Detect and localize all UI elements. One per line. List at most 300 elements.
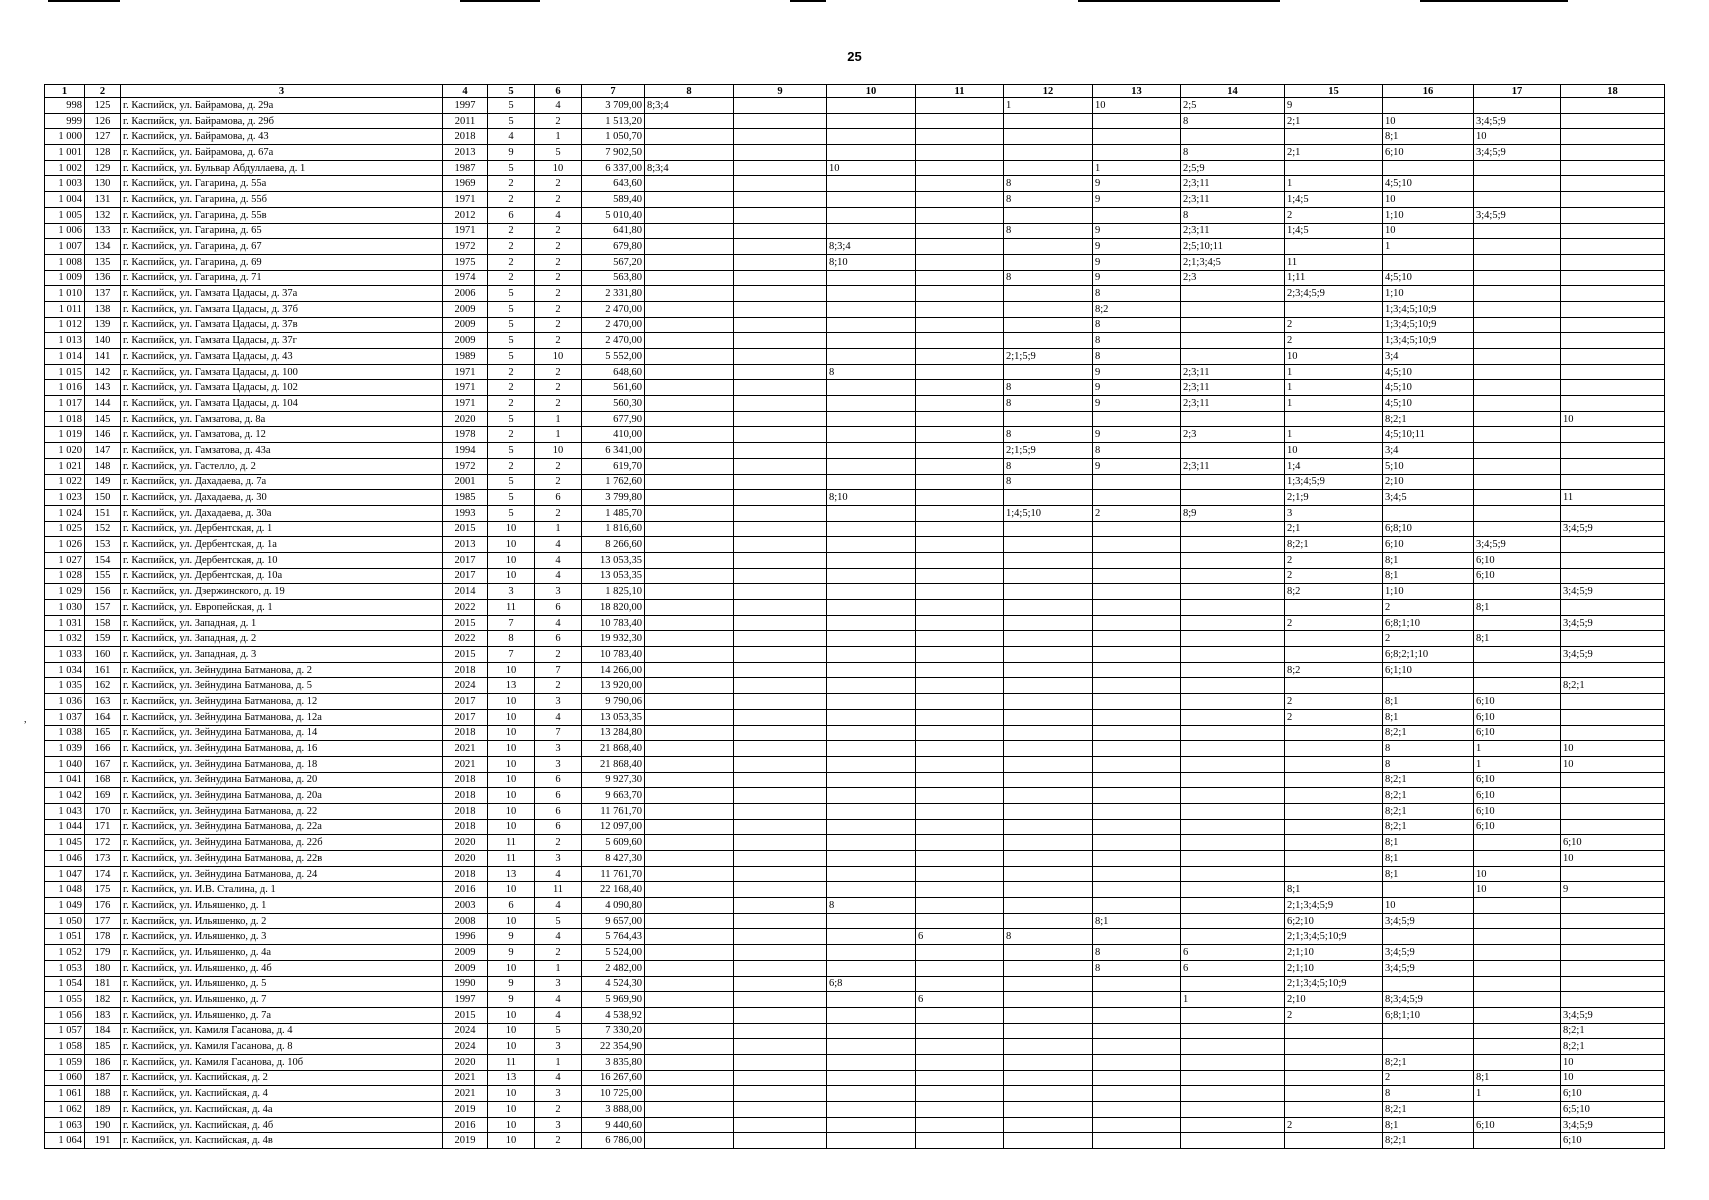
table-row bbox=[45, 427, 1665, 443]
table-cell-col9 bbox=[734, 129, 827, 145]
table-cell-col12: 8 bbox=[1004, 458, 1093, 474]
table-cell-col2: 125 bbox=[85, 98, 121, 114]
table-cell-col4: 1997 bbox=[443, 98, 488, 114]
table-cell-col9 bbox=[734, 270, 827, 286]
table-cell-col15 bbox=[1285, 1086, 1383, 1102]
table-cell-col5: 2 bbox=[488, 254, 535, 270]
table-cell-col3: г. Каспийск, ул. Каспийская, д. 4а bbox=[121, 1102, 443, 1118]
table-cell-col18: 3;4;5;9 bbox=[1561, 521, 1665, 537]
table-cell-col4: 2011 bbox=[443, 113, 488, 129]
table-cell-col13: 8 bbox=[1093, 960, 1181, 976]
table-cell-col1: 998 bbox=[45, 98, 85, 114]
table-cell-col3: г. Каспийск, ул. Дербентская, д. 1 bbox=[121, 521, 443, 537]
table-cell-col5: 6 bbox=[488, 898, 535, 914]
table-cell-col3: г. Каспийск, ул. Гамзата Цадасы, д. 37г bbox=[121, 333, 443, 349]
table-cell-col5: 10 bbox=[488, 913, 535, 929]
table-cell-col11 bbox=[916, 364, 1004, 380]
table-cell-col3: г. Каспийск, ул. Зейнудина Батманова, д. 20а bbox=[121, 788, 443, 804]
table-cell-col7: 9 927,30 bbox=[582, 772, 645, 788]
table-cell-col8 bbox=[645, 945, 734, 961]
table-cell-col15: 2;10 bbox=[1285, 992, 1383, 1008]
table-row bbox=[45, 1086, 1665, 1102]
table-cell-col17 bbox=[1474, 615, 1561, 631]
table-cell-col3: г. Каспийск, ул. Гамзатова, д. 8а bbox=[121, 411, 443, 427]
table-cell-col8 bbox=[645, 176, 734, 192]
table-cell-col10 bbox=[827, 992, 916, 1008]
table-cell-col15: 2;1 bbox=[1285, 145, 1383, 161]
table-cell-col8 bbox=[645, 1039, 734, 1055]
table-cell-col13: 9 bbox=[1093, 270, 1181, 286]
table-cell-col8 bbox=[645, 113, 734, 129]
table-cell-col17: 3;4;5;9 bbox=[1474, 113, 1561, 129]
table-cell-col9 bbox=[734, 600, 827, 616]
table-cell-col6: 1 bbox=[535, 521, 582, 537]
table-cell-col17: 8;1 bbox=[1474, 631, 1561, 647]
table-cell-col9 bbox=[734, 803, 827, 819]
table-cell-col1: 1 003 bbox=[45, 176, 85, 192]
table-cell-col8 bbox=[645, 694, 734, 710]
table-cell-col7: 679,80 bbox=[582, 239, 645, 255]
table-cell-col3: г. Каспийск, ул. Зейнудина Батманова, д. 22 bbox=[121, 803, 443, 819]
table-cell-col6: 3 bbox=[535, 1039, 582, 1055]
table-cell-col4: 1971 bbox=[443, 223, 488, 239]
table-cell-col13 bbox=[1093, 976, 1181, 992]
table-cell-col16: 2;10 bbox=[1383, 474, 1474, 490]
table-cell-col14: 1 bbox=[1181, 992, 1285, 1008]
table-cell-col15: 2 bbox=[1285, 568, 1383, 584]
table-cell-col7: 18 820,00 bbox=[582, 600, 645, 616]
table-cell-col1: 1 061 bbox=[45, 1086, 85, 1102]
table-cell-col11 bbox=[916, 976, 1004, 992]
table-cell-col11 bbox=[916, 631, 1004, 647]
table-cell-col18 bbox=[1561, 600, 1665, 616]
table-cell-col14: 2;3;11 bbox=[1181, 192, 1285, 208]
table-row bbox=[45, 568, 1665, 584]
table-cell-col11: 6 bbox=[916, 929, 1004, 945]
table-cell-col4: 2014 bbox=[443, 584, 488, 600]
table-cell-col14: 2;3 bbox=[1181, 427, 1285, 443]
table-cell-col17: 10 bbox=[1474, 866, 1561, 882]
table-cell-col12: 8 bbox=[1004, 427, 1093, 443]
table-cell-col8 bbox=[645, 882, 734, 898]
column-header-15: 15 bbox=[1285, 85, 1383, 98]
table-cell-col2: 164 bbox=[85, 709, 121, 725]
table-cell-col18: 6;10 bbox=[1561, 835, 1665, 851]
table-row bbox=[45, 333, 1665, 349]
table-cell-col5: 13 bbox=[488, 866, 535, 882]
table-cell-col18: 8;2;1 bbox=[1561, 1023, 1665, 1039]
table-cell-col2: 184 bbox=[85, 1023, 121, 1039]
table-cell-col2: 151 bbox=[85, 505, 121, 521]
table-cell-col4: 2021 bbox=[443, 1086, 488, 1102]
table-cell-col9 bbox=[734, 725, 827, 741]
table-cell-col17: 1 bbox=[1474, 741, 1561, 757]
table-cell-col8 bbox=[645, 537, 734, 553]
table-cell-col14 bbox=[1181, 1007, 1285, 1023]
top-scan-line bbox=[1078, 0, 1280, 2]
table-cell-col5: 11 bbox=[488, 1054, 535, 1070]
table-cell-col14 bbox=[1181, 756, 1285, 772]
table-cell-col17 bbox=[1474, 192, 1561, 208]
table-cell-col11 bbox=[916, 803, 1004, 819]
table-cell-col13 bbox=[1093, 898, 1181, 914]
table-cell-col15 bbox=[1285, 725, 1383, 741]
table-cell-col11 bbox=[916, 490, 1004, 506]
table-cell-col7: 19 932,30 bbox=[582, 631, 645, 647]
table-cell-col6: 4 bbox=[535, 615, 582, 631]
table-cell-col17 bbox=[1474, 333, 1561, 349]
table-cell-col13 bbox=[1093, 631, 1181, 647]
table-cell-col8 bbox=[645, 505, 734, 521]
table-cell-col12 bbox=[1004, 741, 1093, 757]
table-cell-col16: 6;10 bbox=[1383, 537, 1474, 553]
table-cell-col17: 10 bbox=[1474, 129, 1561, 145]
table-cell-col11 bbox=[916, 239, 1004, 255]
table-cell-col3: г. Каспийск, ул. Западная, д. 3 bbox=[121, 647, 443, 663]
table-cell-col5: 10 bbox=[488, 521, 535, 537]
table-row bbox=[45, 803, 1665, 819]
table-cell-col11 bbox=[916, 1102, 1004, 1118]
table-cell-col17 bbox=[1474, 678, 1561, 694]
table-cell-col4: 2015 bbox=[443, 1007, 488, 1023]
table-row bbox=[45, 756, 1665, 772]
table-cell-col8 bbox=[645, 458, 734, 474]
table-cell-col6: 2 bbox=[535, 364, 582, 380]
table-cell-col17 bbox=[1474, 474, 1561, 490]
table-cell-col10: 10 bbox=[827, 160, 916, 176]
table-cell-col14: 2;3;11 bbox=[1181, 396, 1285, 412]
table-cell-col1: 1 053 bbox=[45, 960, 85, 976]
table-cell-col2: 180 bbox=[85, 960, 121, 976]
table-cell-col13: 8 bbox=[1093, 317, 1181, 333]
table-cell-col10 bbox=[827, 552, 916, 568]
table-cell-col17 bbox=[1474, 945, 1561, 961]
table-cell-col1: 1 022 bbox=[45, 474, 85, 490]
table-cell-col10 bbox=[827, 443, 916, 459]
table-cell-col7: 677,90 bbox=[582, 411, 645, 427]
table-cell-col10 bbox=[827, 1070, 916, 1086]
table-cell-col5: 9 bbox=[488, 945, 535, 961]
table-cell-col15 bbox=[1285, 160, 1383, 176]
table-cell-col17 bbox=[1474, 239, 1561, 255]
table-cell-col8 bbox=[645, 568, 734, 584]
table-cell-col13 bbox=[1093, 490, 1181, 506]
table-cell-col8: 8;3;4 bbox=[645, 98, 734, 114]
table-cell-col10 bbox=[827, 600, 916, 616]
table-cell-col7: 8 427,30 bbox=[582, 851, 645, 867]
table-cell-col8 bbox=[645, 615, 734, 631]
table-cell-col4: 1993 bbox=[443, 505, 488, 521]
table-cell-col10 bbox=[827, 411, 916, 427]
table-cell-col1: 1 028 bbox=[45, 568, 85, 584]
table-cell-col6: 6 bbox=[535, 490, 582, 506]
table-cell-col6: 2 bbox=[535, 647, 582, 663]
table-cell-col1: 1 031 bbox=[45, 615, 85, 631]
table-cell-col3: г. Каспийск, ул. Байрамова, д. 67а bbox=[121, 145, 443, 161]
table-cell-col11 bbox=[916, 458, 1004, 474]
table-cell-col7: 1 825,10 bbox=[582, 584, 645, 600]
table-cell-col12: 8 bbox=[1004, 270, 1093, 286]
table-cell-col15 bbox=[1285, 741, 1383, 757]
table-cell-col11 bbox=[916, 819, 1004, 835]
table-cell-col9 bbox=[734, 411, 827, 427]
table-cell-col8 bbox=[645, 756, 734, 772]
table-cell-col10 bbox=[827, 317, 916, 333]
table-row bbox=[45, 443, 1665, 459]
table-cell-col11 bbox=[916, 474, 1004, 490]
table-cell-col16: 8;2;1 bbox=[1383, 725, 1474, 741]
column-header-2: 2 bbox=[85, 85, 121, 98]
table-cell-col9 bbox=[734, 458, 827, 474]
table-cell-col1: 1 039 bbox=[45, 741, 85, 757]
table-cell-col10 bbox=[827, 568, 916, 584]
table-cell-col16: 4;5;10 bbox=[1383, 396, 1474, 412]
table-cell-col7: 1 816,60 bbox=[582, 521, 645, 537]
table-cell-col10 bbox=[827, 474, 916, 490]
table-cell-col7: 641,80 bbox=[582, 223, 645, 239]
table-cell-col11 bbox=[916, 113, 1004, 129]
table-cell-col17 bbox=[1474, 160, 1561, 176]
table-cell-col1: 1 006 bbox=[45, 223, 85, 239]
table-cell-col1: 1 064 bbox=[45, 1133, 85, 1149]
table-cell-col17: 6;10 bbox=[1474, 788, 1561, 804]
table-cell-col1: 1 026 bbox=[45, 537, 85, 553]
column-header-13: 13 bbox=[1093, 85, 1181, 98]
table-cell-col4: 2022 bbox=[443, 600, 488, 616]
table-cell-col1: 1 013 bbox=[45, 333, 85, 349]
table-cell-col2: 183 bbox=[85, 1007, 121, 1023]
table-cell-col4: 2020 bbox=[443, 1054, 488, 1070]
table-cell-col5: 10 bbox=[488, 1086, 535, 1102]
table-cell-col7: 563,80 bbox=[582, 270, 645, 286]
table-cell-col14 bbox=[1181, 741, 1285, 757]
table-cell-col13 bbox=[1093, 568, 1181, 584]
table-cell-col6: 1 bbox=[535, 129, 582, 145]
table-row bbox=[45, 254, 1665, 270]
table-cell-col7: 14 266,00 bbox=[582, 662, 645, 678]
table-cell-col2: 154 bbox=[85, 552, 121, 568]
table-cell-col18: 11 bbox=[1561, 490, 1665, 506]
table-cell-col13 bbox=[1093, 694, 1181, 710]
table-cell-col2: 130 bbox=[85, 176, 121, 192]
table-cell-col15: 2 bbox=[1285, 552, 1383, 568]
table-cell-col5: 2 bbox=[488, 176, 535, 192]
table-cell-col8 bbox=[645, 192, 734, 208]
column-header-1: 1 bbox=[45, 85, 85, 98]
table-cell-col8 bbox=[645, 741, 734, 757]
table-row bbox=[45, 458, 1665, 474]
table-cell-col4: 2024 bbox=[443, 1039, 488, 1055]
table-cell-col16: 8;3;4;5;9 bbox=[1383, 992, 1474, 1008]
column-header-18: 18 bbox=[1561, 85, 1665, 98]
table-cell-col18 bbox=[1561, 349, 1665, 365]
table-cell-col13: 9 bbox=[1093, 176, 1181, 192]
table-cell-col11 bbox=[916, 396, 1004, 412]
table-cell-col1: 1 033 bbox=[45, 647, 85, 663]
table-cell-col14 bbox=[1181, 552, 1285, 568]
table-cell-col3: г. Каспийск, ул. Гагарина, д. 55в bbox=[121, 207, 443, 223]
table-cell-col7: 6 786,00 bbox=[582, 1133, 645, 1149]
table-cell-col13 bbox=[1093, 1007, 1181, 1023]
table-cell-col14 bbox=[1181, 521, 1285, 537]
table-cell-col17 bbox=[1474, 1023, 1561, 1039]
table-cell-col9 bbox=[734, 192, 827, 208]
table-cell-col15: 2 bbox=[1285, 709, 1383, 725]
table-row bbox=[45, 882, 1665, 898]
table-cell-col15 bbox=[1285, 1133, 1383, 1149]
table-cell-col13 bbox=[1093, 521, 1181, 537]
table-cell-col15: 9 bbox=[1285, 98, 1383, 114]
table-cell-col15 bbox=[1285, 1054, 1383, 1070]
table-cell-col17 bbox=[1474, 349, 1561, 365]
table-cell-col7: 5 524,00 bbox=[582, 945, 645, 961]
table-cell-col2: 166 bbox=[85, 741, 121, 757]
table-cell-col2: 150 bbox=[85, 490, 121, 506]
table-cell-col2: 168 bbox=[85, 772, 121, 788]
table-cell-col11 bbox=[916, 788, 1004, 804]
table-cell-col11: 6 bbox=[916, 992, 1004, 1008]
table-cell-col15 bbox=[1285, 631, 1383, 647]
table-cell-col12 bbox=[1004, 1054, 1093, 1070]
table-cell-col16: 10 bbox=[1383, 113, 1474, 129]
table-cell-col2: 155 bbox=[85, 568, 121, 584]
table-cell-col17 bbox=[1474, 223, 1561, 239]
table-cell-col10 bbox=[827, 960, 916, 976]
table-cell-col10 bbox=[827, 631, 916, 647]
table-cell-col3: г. Каспийск, ул. Ильяшенко, д. 7а bbox=[121, 1007, 443, 1023]
table-cell-col12: 2;1;5;9 bbox=[1004, 349, 1093, 365]
table-cell-col14 bbox=[1181, 349, 1285, 365]
table-cell-col10 bbox=[827, 349, 916, 365]
table-cell-col11 bbox=[916, 317, 1004, 333]
table-cell-col17 bbox=[1474, 584, 1561, 600]
table-cell-col4: 2017 bbox=[443, 552, 488, 568]
table-cell-col15 bbox=[1285, 1070, 1383, 1086]
table-cell-col10 bbox=[827, 113, 916, 129]
table-cell-col10 bbox=[827, 662, 916, 678]
table-cell-col7: 21 868,40 bbox=[582, 756, 645, 772]
table-cell-col3: г. Каспийск, ул. Гамзата Цадасы, д. 100 bbox=[121, 364, 443, 380]
table-cell-col1: 1 044 bbox=[45, 819, 85, 835]
table-cell-col1: 1 009 bbox=[45, 270, 85, 286]
table-cell-col10 bbox=[827, 756, 916, 772]
table-cell-col6: 2 bbox=[535, 317, 582, 333]
table-cell-col15 bbox=[1285, 819, 1383, 835]
table-cell-col16: 6;1;10 bbox=[1383, 662, 1474, 678]
table-cell-col14 bbox=[1181, 709, 1285, 725]
table-cell-col11 bbox=[916, 1086, 1004, 1102]
table-cell-col13 bbox=[1093, 1086, 1181, 1102]
table-cell-col11 bbox=[916, 678, 1004, 694]
table-cell-col17: 8;1 bbox=[1474, 1070, 1561, 1086]
table-cell-col6: 4 bbox=[535, 552, 582, 568]
table-cell-col18 bbox=[1561, 945, 1665, 961]
table-cell-col5: 5 bbox=[488, 286, 535, 302]
table-cell-col3: г. Каспийск, ул. Западная, д. 2 bbox=[121, 631, 443, 647]
table-cell-col18 bbox=[1561, 725, 1665, 741]
table-cell-col3: г. Каспийск, ул. Гамзата Цадасы, д. 37а bbox=[121, 286, 443, 302]
table-cell-col11 bbox=[916, 443, 1004, 459]
table-cell-col18 bbox=[1561, 505, 1665, 521]
table-cell-col16: 8;1 bbox=[1383, 851, 1474, 867]
table-row bbox=[45, 1070, 1665, 1086]
table-cell-col6: 2 bbox=[535, 1102, 582, 1118]
table-row bbox=[45, 615, 1665, 631]
table-cell-col13 bbox=[1093, 1117, 1181, 1133]
table-cell-col11 bbox=[916, 568, 1004, 584]
table-cell-col10 bbox=[827, 741, 916, 757]
table-cell-col7: 2 482,00 bbox=[582, 960, 645, 976]
table-cell-col8 bbox=[645, 317, 734, 333]
table-cell-col6: 3 bbox=[535, 756, 582, 772]
table-cell-col3: г. Каспийск, ул. Гамзата Цадасы, д. 102 bbox=[121, 380, 443, 396]
table-cell-col1: 1 054 bbox=[45, 976, 85, 992]
table-row bbox=[45, 349, 1665, 365]
table-row bbox=[45, 396, 1665, 412]
table-cell-col8: 8;3;4 bbox=[645, 160, 734, 176]
table-cell-col2: 172 bbox=[85, 835, 121, 851]
table-cell-col14 bbox=[1181, 835, 1285, 851]
table-cell-col18 bbox=[1561, 396, 1665, 412]
table-cell-col16: 10 bbox=[1383, 898, 1474, 914]
table-cell-col18 bbox=[1561, 992, 1665, 1008]
table-cell-col6: 2 bbox=[535, 945, 582, 961]
table-row bbox=[45, 537, 1665, 553]
table-cell-col14 bbox=[1181, 819, 1285, 835]
table-cell-col18 bbox=[1561, 333, 1665, 349]
table-cell-col6: 4 bbox=[535, 1007, 582, 1023]
table-row bbox=[45, 835, 1665, 851]
table-cell-col2: 142 bbox=[85, 364, 121, 380]
table-cell-col16: 5;10 bbox=[1383, 458, 1474, 474]
table-cell-col1: 1 029 bbox=[45, 584, 85, 600]
table-cell-col8 bbox=[645, 772, 734, 788]
table-row bbox=[45, 929, 1665, 945]
table-cell-col8 bbox=[645, 286, 734, 302]
table-cell-col12 bbox=[1004, 898, 1093, 914]
table-cell-col13 bbox=[1093, 600, 1181, 616]
table-cell-col8 bbox=[645, 803, 734, 819]
table-cell-col14: 2;3;11 bbox=[1181, 380, 1285, 396]
table-cell-col17 bbox=[1474, 443, 1561, 459]
table-row bbox=[45, 709, 1665, 725]
table-cell-col11 bbox=[916, 1054, 1004, 1070]
table-cell-col13 bbox=[1093, 1023, 1181, 1039]
table-cell-col17: 10 bbox=[1474, 882, 1561, 898]
table-cell-col9 bbox=[734, 741, 827, 757]
table-cell-col8 bbox=[645, 584, 734, 600]
table-cell-col11 bbox=[916, 1133, 1004, 1149]
table-cell-col9 bbox=[734, 490, 827, 506]
table-cell-col18 bbox=[1561, 662, 1665, 678]
table-cell-col16: 8 bbox=[1383, 741, 1474, 757]
table-cell-col2: 170 bbox=[85, 803, 121, 819]
table-cell-col5: 10 bbox=[488, 819, 535, 835]
table-cell-col7: 4 090,80 bbox=[582, 898, 645, 914]
table-cell-col8 bbox=[645, 709, 734, 725]
table-cell-col5: 2 bbox=[488, 239, 535, 255]
table-cell-col1: 1 059 bbox=[45, 1054, 85, 1070]
table-cell-col17 bbox=[1474, 913, 1561, 929]
table-cell-col6: 5 bbox=[535, 145, 582, 161]
table-cell-col13 bbox=[1093, 788, 1181, 804]
column-header-11: 11 bbox=[916, 85, 1004, 98]
table-body bbox=[45, 98, 1665, 1149]
table-cell-col6: 4 bbox=[535, 866, 582, 882]
table-cell-col12 bbox=[1004, 1117, 1093, 1133]
table-cell-col4: 2016 bbox=[443, 1117, 488, 1133]
table-cell-col4: 1990 bbox=[443, 976, 488, 992]
